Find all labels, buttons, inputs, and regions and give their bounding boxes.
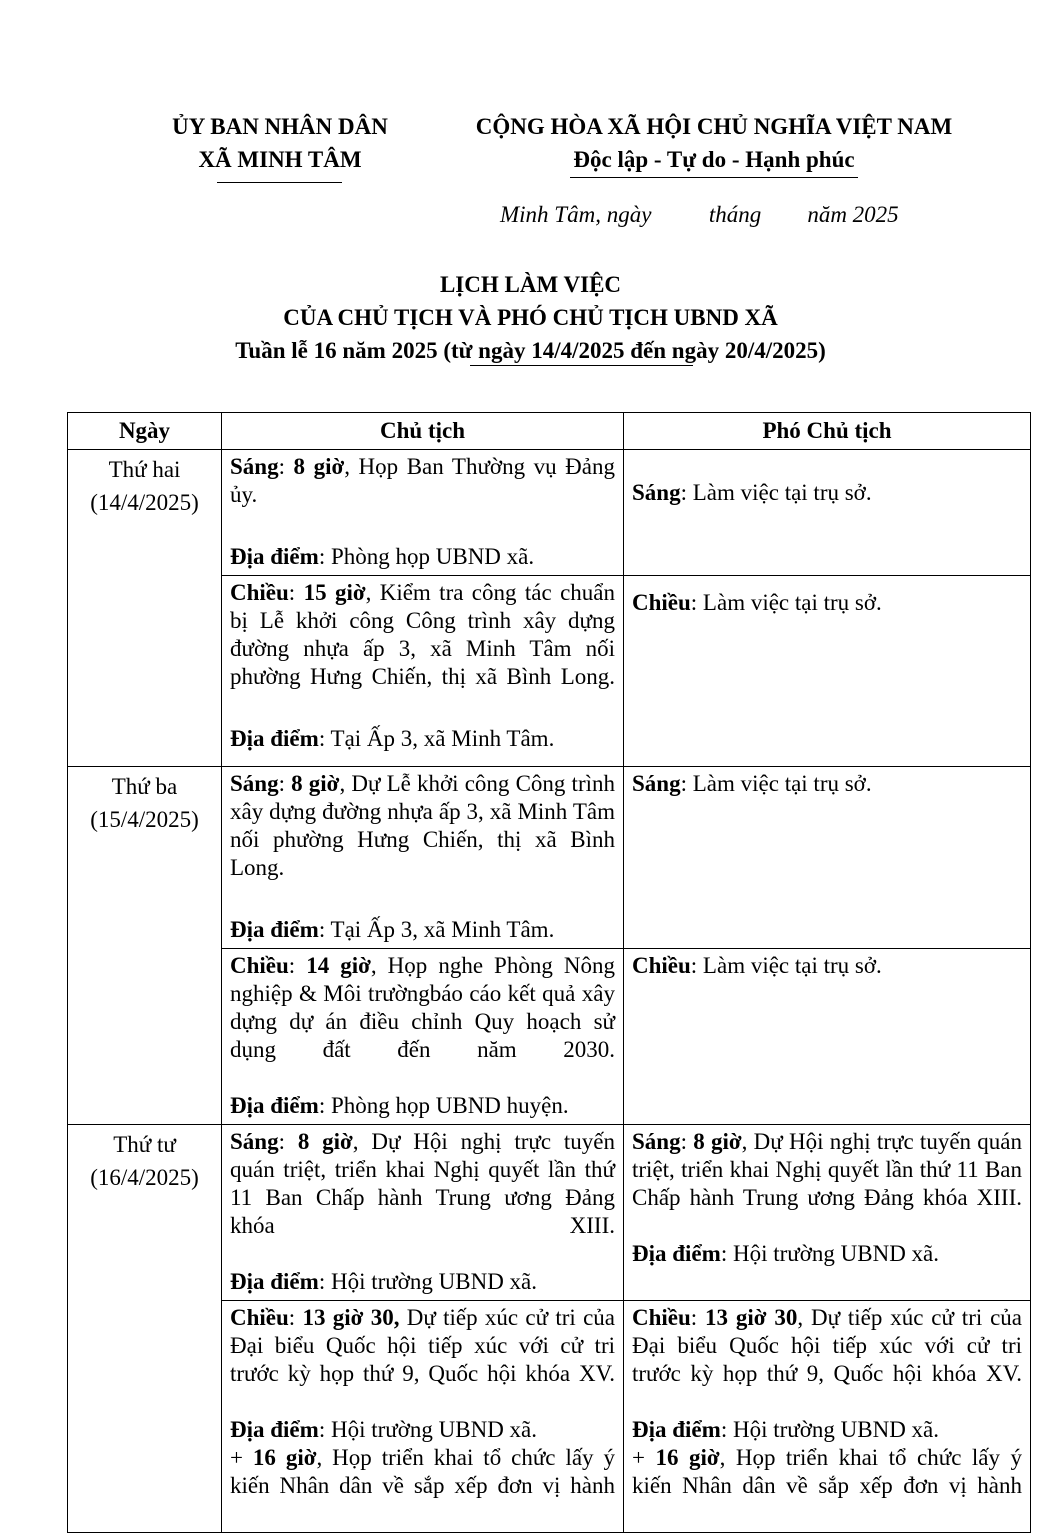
document-date (500, 200, 899, 230)
chairman-afternoon: Chiều: 14 giờ, Họp nghe Phòng Nông nghiệp & Môi trườngbáo cáo kết quả xây dựng dự án điều chỉnh Quy hoạch sử dụng đất đến năm 2030. Địa điểm: Phòng họp UBND huyện. (222, 949, 624, 1125)
header-chairman: Chủ tịch (222, 413, 624, 450)
header-day: Ngày (68, 413, 222, 450)
motto-underline (570, 177, 858, 178)
table-row (68, 767, 1031, 949)
document-title (0, 268, 1061, 367)
table-row (68, 450, 1031, 576)
date-prefix: Minh Tâm, ngày (500, 202, 652, 227)
org-line-2: XÃ MINH TÂM (198, 147, 362, 172)
title-line-2: CỦA CHỦ TỊCH VÀ PHÓ CHỦ TỊCH UBND XÃ (283, 305, 778, 330)
day-cell: Thứ hai (14/4/2025) (68, 450, 222, 767)
nation-line-1: CỘNG HÒA XÃ HỘI CHỦ NGHĨA VIỆT NAM (475, 114, 953, 139)
date-month: tháng (708, 202, 762, 227)
header-vice-chairman: Phó Chủ tịch (624, 413, 1031, 450)
vice-chairman-morning: Sáng: Làm việc tại trụ sở. (624, 450, 1031, 576)
title-underline (470, 365, 693, 366)
date-year: năm 2025 (807, 202, 899, 227)
chairman-morning: Sáng: 8 giờ, Dự Lễ khởi công Công trình xây dựng đường nhựa ấp 3, xã Minh Tâm nối phường Hưng Chiến, thị xã Bình Long. Địa điểm: Tại Ấp 3, xã Minh Tâm. (222, 767, 624, 949)
vice-chairman-morning: Sáng: 8 giờ, Dự Hội nghị trực tuyến quán triệt, triển khai Nghị quyết lần thứ 11 Ban Chấp hành Trung ương Đảng khóa XIII. Địa điểm: Hội trường UBND xã. (624, 1125, 1031, 1301)
chairman-morning: Sáng: 8 giờ, Họp Ban Thường vụ Đảng ủy. Địa điểm: Phòng họp UBND xã. (222, 450, 624, 576)
org-underline (217, 182, 342, 183)
vice-chairman-afternoon: Chiều: Làm việc tại trụ sở. (624, 576, 1031, 767)
title-line-1: LỊCH LÀM VIỆC (439, 272, 622, 297)
vice-chairman-morning: Sáng: Làm việc tại trụ sở. (624, 767, 1031, 949)
chairman-morning: Sáng: 8 giờ, Dự Hội nghị trực tuyến quán triệt, triển khai Nghị quyết lần thứ 11 Ban Chấp hành Trung ương Đảng khóa XIII. Địa điểm: Hội trường UBND xã. (222, 1125, 624, 1301)
org-line-1: ỦY BAN NHÂN DÂN (172, 114, 388, 139)
national-motto (430, 110, 998, 176)
chairman-afternoon: Chiều: 13 giờ 30, Dự tiếp xúc cử tri của Đại biểu Quốc hội tiếp xúc với cử tri trước kỳ họp thứ 9, Quốc hội khóa XV. Địa điểm: Hội trường UBND xã. + 16 giờ, Họp triển khai tổ chức lấy ý kiến Nhân dân về sắp xếp đơn vị hành (222, 1301, 624, 1533)
nation-line-2: Độc lập - Tự do - Hạnh phúc (573, 147, 855, 172)
title-line-3: Tuần lễ 16 năm 2025 (từ ngày 14/4/2025 đến ngày 20/4/2025) (235, 338, 826, 363)
vice-chairman-afternoon: Chiều: 13 giờ 30, Dự tiếp xúc cử tri của Đại biểu Quốc hội tiếp xúc với cử tri trước kỳ họp thứ 9, Quốc hội khóa XV. Địa điểm: Hội trường UBND xã. + 16 giờ, Họp triển khai tổ chức lấy ý kiến Nhân dân về sắp xếp đơn vị hành (624, 1301, 1031, 1533)
day-cell: Thứ tư (16/4/2025) (68, 1125, 222, 1533)
schedule-table (67, 412, 1031, 1533)
issuing-authority (148, 110, 412, 176)
vice-chairman-afternoon: Chiều: Làm việc tại trụ sở. (624, 949, 1031, 1125)
chairman-afternoon: Chiều: 15 giờ, Kiểm tra công tác chuẩn bị Lễ khởi công Công trình xây dựng đường nhựa ấp 3, xã Minh Tâm nối phường Hưng Chiến, thị xã Bình Long. Địa điểm: Tại Ấp 3, xã Minh Tâm. (222, 576, 624, 767)
day-cell: Thứ ba (15/4/2025) (68, 767, 222, 1125)
table-row (68, 1125, 1031, 1301)
table-header-row (68, 413, 1031, 450)
